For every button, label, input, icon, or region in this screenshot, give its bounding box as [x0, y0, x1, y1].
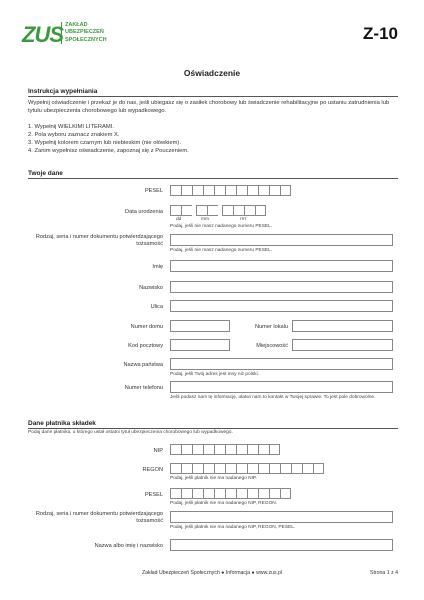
last-name-input[interactable]	[170, 281, 393, 293]
payer-regon-hint: Podaj, jeśli płatnik nie ma nadanego NIP.	[170, 476, 257, 481]
payer-pesel-hint: Podaj, jeśli płatnik nie ma nadanego NIP, REGON.	[170, 501, 278, 506]
first-name-input[interactable]	[170, 260, 393, 272]
payer-pesel-input[interactable]	[170, 488, 291, 499]
payer-nip-input[interactable]	[170, 444, 280, 455]
country-label: Nazwa państwa	[123, 362, 163, 368]
id-doc-label: Rodzaj, seria i numer dokumentu potwierdzającego tożsamość	[35, 234, 163, 247]
footer-text: Zakład Ubezpieczeń Społecznych ● Informacja ● www.zus.pl	[141, 570, 283, 576]
first-name-label: Imię	[152, 264, 163, 270]
payer-name-label: Nazwa albo imię i nazwisko	[94, 543, 163, 549]
id-doc-input[interactable]	[170, 234, 393, 246]
instruction-step-1: 1. Wypełnij WIELKIMI LITERAMI.	[28, 124, 114, 130]
payer-doc-hint: Podaj, jeśli płatnik nie ma nadanego NIP, REGON, PESEL.	[170, 525, 296, 530]
flat-number-input[interactable]	[292, 320, 393, 332]
instructions-intro: Wypełnij oświadczenie i przekaż je do nas, jeśli ubiegasz się o zasiłek chorobowy lub świadczenie rehabilitacyjne po ustaniu zatrudnienia lub tytułu ubezpieczenia chorobowego lub wypadkowego.	[28, 100, 390, 114]
payer-doc-input[interactable]	[170, 511, 393, 523]
logo-line-1: ZAKŁAD	[65, 22, 88, 28]
city-label: Miejscowość	[256, 343, 288, 349]
payer-intro: Podaj dane płatnika, u którego ustał ostatni tytuł ubezpieczenia chorobowego lub wypadkowego.	[28, 430, 233, 435]
pesel-label: PESEL	[144, 188, 163, 194]
house-number-input[interactable]	[170, 320, 230, 332]
birth-sub-rrrr: rrrr	[240, 217, 247, 222]
payer-doc-label: Rodzaj, seria i numer dokumentu potwierdzającego tożsamość	[35, 511, 163, 524]
instructions-heading: Instrukcja wypełniania	[28, 88, 398, 97]
phone-hint: Jeśli podasz nam tę informację, ułatwi nam to kontakt w Twojej sprawie. To jest pole dobrowolne.	[170, 395, 376, 400]
birth-hint: Podaj, jeśli nie masz nadanego numeru PESEL.	[170, 224, 273, 229]
phone-input[interactable]	[170, 381, 393, 393]
street-input[interactable]	[170, 300, 393, 312]
payer-nip-label: NIP	[153, 448, 163, 454]
birth-date-label: Data urodzenia	[125, 209, 163, 215]
instruction-step-3: 3. Wypełnij kolorem czarnym lub niebieskim (nie ołówkiem).	[28, 140, 181, 146]
payer-heading: Dane płatnika składek	[28, 420, 398, 429]
page-number: Strona 1 z 4	[370, 570, 398, 576]
country-input[interactable]	[170, 358, 393, 370]
birth-date-input[interactable]	[170, 205, 266, 216]
payer-name-input[interactable]	[170, 539, 393, 551]
instruction-step-4: 4. Zanim wypełnisz oświadczenie, zapoznaj się z Pouczeniem.	[28, 148, 189, 154]
logo-line-2: UBEZPIECZEŃ	[65, 29, 104, 36]
payer-regon-input[interactable]	[170, 463, 324, 474]
zus-logo-text	[61, 22, 107, 44]
instruction-step-2: 2. Pola wyboru zaznacz znakiem X.	[28, 132, 120, 138]
payer-pesel-label: PESEL	[144, 492, 163, 498]
page-title: Oświadczenie	[183, 68, 241, 78]
id-doc-hint: Podaj, jeśli nie masz nadanego numeru PESEL.	[170, 248, 273, 253]
payer-regon-label: REGON	[142, 467, 163, 473]
postal-code-label: Kod pocztowy	[128, 343, 163, 349]
birth-sub-mm: mm	[201, 217, 209, 222]
city-input[interactable]	[292, 339, 393, 351]
phone-label: Numer telefonu	[124, 385, 163, 391]
birth-sub-dd: dd	[176, 217, 182, 222]
last-name-label: Nazwisko	[139, 285, 163, 291]
country-hint: Podaj, jeśli Twój adres jest inny niż polski.	[170, 372, 259, 377]
form-code: Z-10	[363, 24, 398, 43]
flat-number-label: Numer lokalu	[255, 324, 288, 330]
postal-code-input[interactable]	[170, 339, 230, 351]
logo-line-3: SPOŁECZNYCH	[65, 36, 107, 43]
your-data-heading: Twoje dane	[28, 170, 398, 179]
pesel-input[interactable]	[170, 185, 291, 196]
street-label: Ulica	[150, 304, 163, 310]
house-number-label: Numer domu	[130, 324, 163, 330]
zus-logo-mark: ZUS	[22, 22, 63, 47]
